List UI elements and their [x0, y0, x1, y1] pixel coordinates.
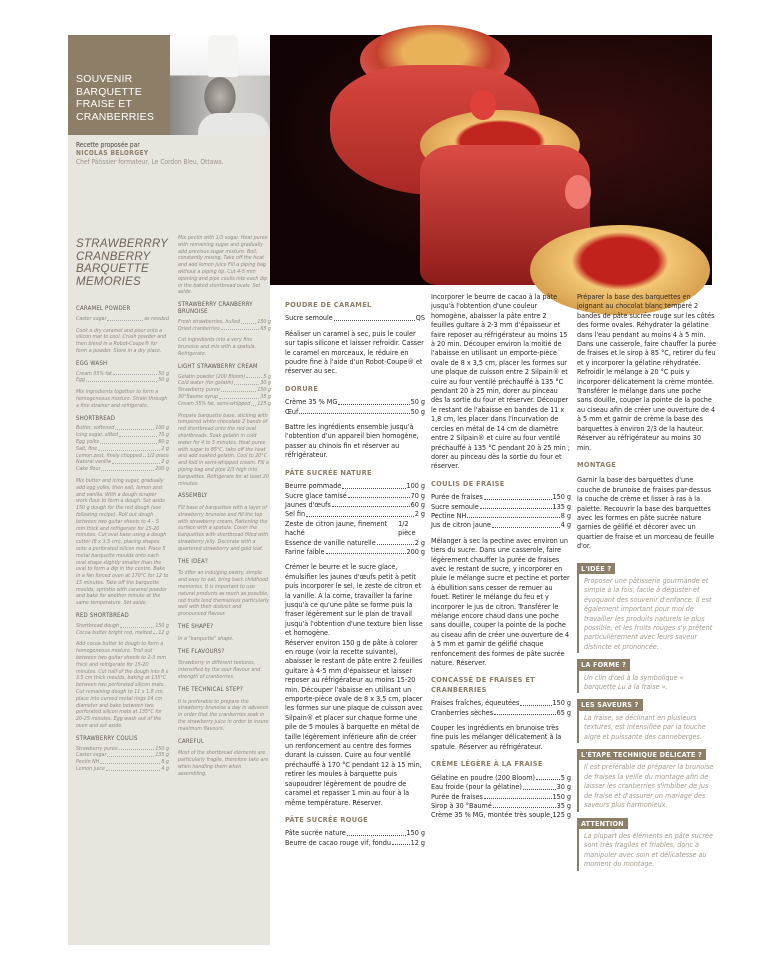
ingredient-quantity: 50 g: [158, 370, 169, 377]
ingredient-row: [285, 491, 425, 500]
method-text: Fill base of barquettes with a layer of strawberry brunoise and fill the top with strawberry cream, flattening the surface with a spatula. Cover the barquettes with shortbread filled with strawberry jelly. Decorate with a quartered strawberry and gold leaf.: [178, 505, 269, 552]
leader-dots: [326, 547, 406, 554]
method-text: Cut ingredients into a very fine brunoise and mix with a spatula. Refrigerate.: [178, 337, 257, 357]
ingredient-row: [431, 773, 571, 782]
ingredient-quantity: 4 g: [560, 520, 571, 530]
leader-dots: [115, 425, 154, 430]
ingredient-quantity: 65 g: [260, 325, 271, 332]
french-column-3: [577, 292, 717, 871]
ingredient-name: Lemon juice: [76, 766, 105, 773]
leader-dots: [221, 326, 260, 331]
leader-dots: [107, 752, 154, 757]
ingredient-row: [285, 407, 425, 416]
ingredient-quantity: 2 g: [161, 459, 169, 466]
ingredient-row: [285, 313, 425, 322]
method-text: Mix butter and icing sugar, gradually add egg yolks, then salt, lemon zest and vanilla. With a dough scraper work flour to form a dough. Set aside 150 g dough for the red dough (see following recipe). Roll out dough between two guitar sheets to 4 – 5 mm thick and refrigerate for 15-20 minutes. Cut oval base using a dough cutter (8 x 3.5 cm), placing shapes onto a perforated silicon mat. Place 5 metal barquette moulds onto each oval shape slightly smaller than the oval to form a dip in the centre. Bake in a fan forced oven at 170°C for 12 to 15 minutes. Take off the barquette moulds, sprinkle with caramel powder and bake for another minute at the same temperature. Set aside.: [76, 477, 169, 607]
ingredient-name: Fraises fraîches, équeutées: [431, 698, 520, 708]
ingredient-quantity: 70 g: [410, 490, 425, 500]
ingredient-quantity: 50 g: [158, 377, 169, 384]
method-text: It is preferable to prepare the strawberry brunoise a day in advance in order that the cranberries soak in the strawberry juice in order to insure maximum flavours.: [178, 698, 269, 732]
section-heading: SHORTBREAD: [76, 414, 116, 422]
method-text: Mix ingredients together to form a homogeneous mixture. Strain through a fine strainer and refrigerate.: [76, 389, 168, 409]
ingredient-name: Crème 35 % MG: [285, 397, 338, 407]
method-text: Strawberry in different textures, intensified by the sour flavour and strength of cranberries.: [178, 660, 261, 681]
ingredient-row: [431, 698, 571, 707]
ingredient-row: [76, 453, 169, 460]
method-text: Réaliser un caramel à sec, puis le couler sur tapis silicone et laisser refroidir. Casser le caramel en morceaux, le réduire en poudre fine à l'aide d'un Robot-Coupe® et réserver au sec.: [285, 328, 424, 376]
ingredient-quantity: 4 g: [161, 766, 169, 773]
ingredient-row: [431, 810, 571, 819]
section-heading: POUDRE DE CARAMEL: [285, 300, 372, 309]
ingredient-row: [76, 623, 169, 630]
ingredient-quantity: 2 g: [414, 537, 425, 547]
ingredient-name: Lemon zest, finely chopped: [76, 452, 142, 459]
ingredient-row: [76, 752, 169, 759]
credit-label: Recette proposée par: [76, 141, 140, 149]
leader-dots: [480, 502, 552, 509]
ingredient-name: Gélatine en poudre (200 Bloom): [431, 772, 536, 782]
ingredient-name: Strawberry puree: [76, 745, 118, 752]
info-box-text: La plupart des éléments en pâte sucrée sont très fragiles et friables, donc à manipuler avec soin et délicatesse au moment du montage.: [584, 830, 713, 869]
english-column-2: [178, 235, 271, 778]
section-heading: LIGHT STRAWBERRY CREAM: [178, 362, 258, 370]
section-heading: THE IDEA?: [178, 557, 208, 565]
section-heading: COULIS DE FRAISE: [431, 478, 505, 488]
ingredient-quantity: 1/2 pièce: [398, 518, 416, 538]
ingredient-quantity: 35 g: [556, 800, 571, 810]
info-box-text: Proposer une pâtisserie gourmande et simple à la fois, facile à déguster et évoquant des souvenir d'enfance. Il est également important pour moi de travailler les produits naturels le plus possible, et les fruits rouges s'y prêtent particulièrement avec leurs saveur distincte et prononcée.: [584, 575, 713, 651]
leader-dots: [347, 828, 406, 835]
method-text: Crémer le beurre et le sucre glace, émulsifier les jaunes d'œufs petit à petit puis incorporer le sel, le zeste de citron et la vanille. À la corne, travailler la farine jusqu'à ce qu'une pâte se forme puis la fraser légèrement sur le plan de travail jusqu'à l'obtention d'une texture bien lisse et homogène. Réserver environ 150 g de pâte à colorer en rouge (voir la recette suivante), abaisser le restant de pâte entre 2 feuilles guitare à 4-5 mm d'épaisseur et laisser reposer au réfrigérateur au moins 15-20 min. Découper l'abaisse en utilisant un emporte-pièce ovale de 8 x 3,5 cm, placer les formes sur une plaque de cuisson avec Silpain® et placer sur chaque forme une pile de 5 moules à barquette en métal de taille légèrement inférieure afin de créer un renfoncement au centre des formes durant la cuisson. Cuire au four ventilé préchauffé à 170 °C pendant 12 à 15 min, retirer les moules à barquette puis saupoudrer légèrement de poudre de caramel et repasser 1 min au four à la même température. Réserver.: [285, 562, 423, 807]
ingredient-row: [431, 782, 571, 791]
chef-name: NICOLAS BELORGEY: [76, 149, 149, 158]
info-box-title: L'ÉTAPE TECHNIQUE DÉLICATE ?: [577, 749, 706, 760]
ingredient-row: [285, 538, 425, 547]
leader-dots: [98, 446, 160, 451]
info-box-title: L'IDÉE ?: [577, 563, 615, 574]
leader-dots: [251, 401, 256, 406]
section-heading: DORURE: [285, 383, 319, 393]
ingredient-name: Pectine NH: [431, 510, 467, 520]
leader-dots: [520, 698, 551, 705]
ingredient-quantity: 125 g: [257, 400, 271, 407]
leader-dots: [221, 387, 257, 392]
leader-dots: [120, 623, 154, 628]
section-heading: ASSEMBLY: [178, 492, 208, 500]
method-text: Most of the shortbread elements are particularly fragile, therefore take are when handling them when assembling.: [178, 750, 269, 777]
ingredient-quantity: 8 g: [161, 759, 169, 766]
ingredient-quantity: 125 g: [552, 810, 571, 820]
ingredient-row: [76, 425, 169, 432]
ingredient-row: [76, 466, 169, 473]
section-heading: CRÈME LÉGÈRE À LA FRAISE: [431, 759, 543, 769]
ingredient-row: [431, 520, 571, 529]
ingredient-name: Pectin NH: [76, 759, 100, 766]
english-column-1: [76, 300, 169, 773]
recipe-title-line: CRANBERRIES: [76, 110, 155, 123]
ingredient-name: Beurre pommade: [285, 481, 342, 491]
method-text: Mélanger à sec la pectine avec environ un tiers du sucre. Dans une casserole, faire légèrement chauffer la purée de fraises avec le restant de sucre, y incorporer en pluie le mélange sucre et pectine et porter à ébullition sans cesser de remuer au fouet. Retirer le mélange du feu et y incorporer le jus de citron. Transférer le mélange encore chaud dans une poche sans douille, couper la pointe de la poche au ciseau afin de créer une ouverture de 4 à 5 mm et garnir de gélifié chaque renfoncement des formes de pâte sucrée nature. Réserver.: [431, 535, 570, 668]
leader-dots: [107, 316, 143, 321]
ingredient-name: Sucre semoule: [431, 501, 479, 511]
ingredient-name: Œuf: [285, 406, 299, 416]
info-box-title: LA FORME ?: [577, 659, 630, 670]
method-text: Prepare barquette base, sticking with tempered white chocolate 2 bands of red shortbread onto the red oval shortbreads. Soak gelatin in cold water for 4 to 5 minutes. Heat puree with sugar to 85°C, take off the heat and add soaked gelatin. Cool to 20°C and fold in semi-whipped cream. Fill a piping bag and pipe 2/3 high into barquettes. Refrigerate for at least 20 minutes.: [178, 412, 269, 487]
recipe-title-line: SOUVENIR: [76, 73, 133, 85]
ingredient-name: Shortbread dough: [76, 622, 120, 629]
ingredient-quantity: 60 g: [410, 499, 425, 509]
leader-dots: [392, 838, 410, 845]
method-text: Garnir la base des barquettes d'une couche de brunoise de fraises par-dessus la couche de crème et lisser à ras à la palette. Recouvrir la base des barquettes avec les formes en pâte sucrée nature garnies de gélifié et décorer avec un quartier de fraise et un morceau de feuille d'or.: [577, 475, 715, 551]
ingredient-name: Egg yolks: [76, 438, 99, 445]
ingredient-name: Beurre de cacao rouge vif, fondu: [285, 837, 391, 847]
ingredient-quantity: 200 g: [155, 466, 169, 473]
ingredient-name: Butter, softened: [76, 425, 115, 432]
ingredient-row: [431, 792, 571, 801]
leader-dots: [119, 432, 157, 437]
leader-dots: [153, 630, 158, 635]
english-sidebar: [68, 35, 270, 945]
ingredient-quantity: 5 g: [560, 772, 571, 782]
leader-dots: [493, 801, 556, 808]
ingredient-quantity: 8 g: [560, 510, 571, 520]
recipe-title-line: FRAISE ET: [76, 98, 133, 110]
info-box: [577, 818, 717, 871]
ingredient-name: 30°Baume syrup: [178, 393, 219, 400]
ingredient-row: [431, 801, 571, 810]
ingredient-quantity: 100 g: [155, 425, 169, 432]
ingredient-row: [285, 838, 425, 847]
ingredient-quantity: 150 g: [155, 622, 169, 629]
chef-portrait: [170, 35, 270, 135]
leader-dots: [219, 394, 259, 399]
leader-dots: [113, 371, 158, 376]
french-column-2: [431, 292, 571, 820]
ingredient-row: [178, 401, 271, 408]
section-heading: CONCASSÉ DE FRAISES ET CRANBERRIES: [431, 675, 535, 694]
ingredient-name: Cranberries sèches: [431, 707, 494, 717]
leader-dots: [332, 500, 410, 507]
ingredient-quantity: 70 g: [158, 432, 169, 439]
section-heading: RED SHORTBREAD: [76, 612, 129, 620]
method-text: In a "barquette" shape.: [178, 635, 234, 642]
ingredient-row: [76, 446, 169, 453]
info-box-title: LES SAVEURS ?: [577, 699, 643, 710]
ingredient-quantity: 150 g: [552, 492, 571, 502]
french-column-1: [285, 292, 425, 847]
ingredient-name: Cake flour: [76, 466, 101, 473]
ingredient-quantity: 1/2 piece: [146, 452, 169, 459]
info-box: [577, 749, 717, 811]
section-heading: PÂTE SUCRÉE ROUGE: [285, 814, 369, 824]
ingredient-row: [76, 439, 169, 446]
ingredient-quantity: 150 g: [257, 318, 271, 325]
ingredient-quantity: 150 g: [552, 791, 571, 801]
ingredient-name: Cocoa butter bright red, melted: [76, 629, 152, 636]
ingredient-quantity: 65 g: [556, 707, 571, 717]
leader-dots: [494, 708, 556, 715]
ingredient-quantity: 50 g: [410, 406, 425, 416]
section-heading: STRAWBERRY CRANBERRY BRUNOISE: [178, 301, 253, 315]
ingredient-row: [285, 828, 425, 837]
leader-dots: [536, 773, 560, 780]
section-heading: MONTAGE: [577, 459, 617, 469]
info-box: [577, 699, 717, 743]
method-text: Battre les ingrédients ensemble jusqu'à l'obtention d'un appareil bien homogène, passer au chinois fin et réserver au réfrigérateur.: [285, 422, 419, 460]
ingredient-row: [431, 708, 571, 717]
ingredient-quantity: 150 g: [406, 828, 425, 838]
ingredient-row: [285, 509, 425, 518]
ingredient-name: Crème 35 % MG, montée très souple: [431, 810, 551, 820]
ingredient-name: Farine faible: [285, 546, 325, 556]
ingredient-quantity: QS: [415, 313, 425, 323]
leader-dots: [348, 491, 410, 498]
leader-dots: [484, 792, 552, 799]
leader-dots: [338, 397, 409, 404]
recipe-title-line: BARQUETTE: [76, 85, 142, 98]
dessert-photo: [270, 35, 712, 285]
leader-dots: [101, 466, 154, 471]
ingredient-name: Sucre semoule: [285, 313, 333, 323]
leader-dots: [334, 313, 415, 320]
leader-dots: [241, 319, 256, 324]
ingredient-name: Jus de citron jaune: [431, 520, 491, 530]
ingredient-quantity: 135 g: [155, 752, 169, 759]
ingredient-row: [285, 519, 425, 538]
ingredient-quantity: 30 g: [260, 380, 271, 387]
leader-dots: [106, 766, 161, 771]
leader-dots: [492, 520, 560, 527]
english-title: STRAWBERRRY CRANBERRY BARQUETTE MEMORIES: [76, 238, 169, 288]
ingredient-name: Egg: [76, 377, 86, 384]
info-box: [577, 563, 717, 654]
section-heading: THE FLAVOURS?: [178, 647, 225, 655]
ingredient-row: [76, 316, 169, 323]
ingredient-row: [76, 459, 169, 466]
ingredient-name: Natural vanilla: [76, 459, 111, 466]
ingredient-quantity: 12 g: [158, 629, 169, 636]
ingredient-quantity: 200 g: [406, 546, 425, 556]
ingredient-name: Zeste de citron jaune, finement haché: [285, 518, 388, 538]
ingredient-row: [76, 371, 169, 378]
info-box-text: La fraise, se déclinant en plusieurs textures, est intensifiée par la touche aigre et puissante des canneberges.: [584, 712, 706, 741]
method-text: Couper les ingrédients en brunoise très fine puis les mélanger délicatement à la spatule. Réserver au réfrigérateur.: [431, 723, 562, 751]
ingredient-quantity: 35 g: [260, 393, 271, 400]
method-text: To offer an indulging pastry, simple and easy to eat, bring back childhood memories. It is important to use natural products as much as possible, red fruits lend themselves particularly well with their distinct and pronounced flavour.: [178, 570, 270, 618]
ingredient-name: Essence de vanille naturelle: [285, 537, 376, 547]
section-heading: CAREFUL: [178, 737, 205, 745]
leader-dots: [377, 538, 414, 545]
method-text: Cook a dry caramel and pour onto a silicon mat to cool. Crush powder and then blend in a Robot-Coupe® for form a powder. Store in a dry place.: [76, 327, 167, 354]
ingredient-name: Salt, fine: [76, 445, 98, 452]
ingredient-name: Jaunes d'œufs: [285, 499, 331, 509]
ingredient-name: Sucre glace tamisé: [285, 490, 347, 500]
section-heading: PÂTE SUCRÉE NATURE: [285, 467, 372, 477]
ingredient-quantity: 60 g: [158, 438, 169, 445]
ingredient-quantity: 50 g: [410, 397, 425, 407]
chef-role: Chef Pâtissier formateur, Le Cordon Bleu, Ottawa.: [76, 157, 224, 166]
leader-dots: [342, 481, 405, 488]
leader-dots: [523, 782, 556, 789]
method-text: Add cocoa butter to dough to form a homogeneous mixture. Troll out between two guitar sheets to 2-3 mm thick and refrigerate for 15-20 minutes. Cut half of the dough into 8 x 3.5 cm thick moulds, baking at 135°C between two perforated silicon mats. Cut remaining dough to 11 x 1.8 cm, place into curved metal rings 14 cm diameter and bake between two perforated silicon mats at 135°C for 20-25 minutes. Egg wash out of the oven and set aside.: [76, 641, 169, 730]
ingredient-row: [76, 746, 169, 753]
info-box-title: ATTENTION: [577, 818, 628, 829]
leader-dots: [86, 377, 157, 382]
ingredient-quantity: 5 g: [263, 373, 271, 380]
leader-dots: [100, 439, 158, 444]
leader-dots: [119, 746, 155, 751]
ingredient-name: Cream 35% fat: [76, 370, 112, 377]
ingredient-quantity: 2 g: [161, 445, 169, 452]
ingredient-name: Sirop à 30 °Baumé: [431, 800, 492, 810]
method-text: Incorporer le beurre de cacao à la pâte jusqu'à l'obtention d'une couleur homogène, abaisser la pâte entre 2 feuilles guitare à 2-3 mm d'épaisseur et faire reposer au réfrigérateur au moins 15 à 20 min. Découper environ la moitié de l'abaisse en utilisant un emporte-pièce ovale de 8 x 3,5 cm, placer les formes sur une plaque de cuisson entre 2 Silpain® et cuire au four ventilé préchauffé à 135 °C pendant 20 à 25 min, dorer au pinceau dès la sortie du four et réserver. Découper le restant de l'abaisse en bandes de 11 x 1,8 cm, les placer dans l'incurvation de cercles en métal de 14 cm de diamètre entre 2 Silpain® et cuire au four ventilé préchauffé à 135 °C pendant 20 à 25 min ; dorer au pinceau dès la sortie du four et réserver.: [431, 292, 570, 471]
ingredient-row: [76, 377, 169, 384]
ingredient-name: Strawberry puree: [178, 387, 220, 394]
ingredient-name: Sel fin: [285, 509, 306, 519]
ingredient-row: [431, 511, 571, 520]
ingredient-row: [431, 502, 571, 511]
info-box: [577, 659, 717, 693]
leader-dots: [484, 492, 552, 499]
ingredient-name: Cream 35% fat, semi-whipped: [178, 400, 251, 407]
info-box-text: Il est préférable de préparer la brunoise de fraises la veille du montage afin de laisser les cranberries s'imbiber de jus de fraise et d'assurer un mariage des saveurs plus harmonieux.: [584, 762, 714, 810]
leader-dots: [100, 759, 160, 764]
ingredient-name: Cold water (for gelatin): [178, 380, 234, 387]
ingredient-row: [178, 319, 271, 326]
ingredient-row: [431, 492, 571, 501]
ingredient-quantity: 100 g: [406, 481, 425, 491]
ingredient-row: [178, 387, 271, 394]
ingredient-quantity: 150 g: [257, 387, 271, 394]
ingredient-quantity: as needed: [144, 315, 169, 322]
section-heading: CARAMEL POWDER: [76, 305, 131, 312]
method-text: Préparer la base des barquettes en joignant au chocolat blanc tempéré 2 bandes de pâte sucrée rouge sur les côtés des forme ovales. Réhydrater la gélatine dans l'eau pendant au moins 4 à 5 min. Dans une casserole, faire chauffer la purée de fraises et le sirop à 85 °C, retirer du feu et y incorporer la gélatine réhydratée. Refroidir le mélange à 20 °C puis y incorporer délicatement la crème montée. Transférer le mélange dans une poche sans douille, couper la pointe de la poche au ciseau afin de créer une ouverture de 4 à 5 mm et garnir de crème la base des barquettes à environ 2/3 de la hauteur. Réserver au réfrigérateur au moins 30 min.: [577, 292, 717, 452]
section-heading: EGG WASH: [76, 359, 108, 367]
ingredient-name: Gelatin powder (200 Bloom): [178, 373, 246, 380]
section-heading: STRAWBERRY COULIS: [76, 734, 138, 742]
ingredient-row: [285, 481, 425, 490]
ingredient-name: Caster sugar: [76, 752, 107, 759]
leader-dots: [143, 453, 146, 458]
ingredient-name: Pâte sucrée nature: [285, 828, 346, 838]
ingredient-name: Purée de fraises: [431, 492, 483, 502]
ingredient-row: [285, 397, 425, 406]
ingredient-row: [76, 432, 169, 439]
info-box-text: Un clin d'œil à la symbolique « barquette Lu à la fraise ».: [584, 672, 684, 692]
ingredient-row: [285, 547, 425, 556]
ingredient-name: Dried cranberries: [178, 325, 220, 332]
ingredient-quantity: 150 g: [155, 745, 169, 752]
leader-dots: [467, 511, 559, 518]
ingredient-row: [76, 766, 169, 773]
ingredient-row: [76, 759, 169, 766]
ingredient-row: [178, 394, 271, 401]
ingredient-name: Purée de fraises: [431, 791, 483, 801]
ingredient-row: [178, 374, 271, 381]
ingredient-row: [76, 630, 169, 637]
recipe-title-box: [68, 35, 170, 135]
ingredient-row: [285, 500, 425, 509]
ingredient-row: [178, 380, 271, 387]
section-heading: THE SHAPE?: [178, 623, 214, 631]
ingredient-name: Fresh strawberries, hulled: [178, 318, 241, 325]
ingredient-row: [178, 326, 271, 333]
leader-dots: [234, 380, 259, 385]
ingredient-quantity: 150 g: [552, 698, 571, 708]
ingredient-quantity: 2 g: [414, 509, 425, 519]
ingredient-name: Eau froide (pour la gélatine): [431, 782, 522, 792]
leader-dots: [112, 459, 161, 464]
ingredient-quantity: 135 g: [552, 501, 571, 511]
leader-dots: [306, 509, 414, 516]
method-text: Mix pectin with 1/3 sugar. Heat puree with remaining sugar and gradually add previous sugar mixture. Boil, constantly mixing. Take off the heat and add lemon juice Fill a piping bag without a piping tip. Cut 4-5 mm opening and pipe coulis into each dip in the baked shortbread ovals. Set aside.: [178, 235, 268, 296]
leader-dots: [299, 407, 409, 414]
leader-dots: [246, 374, 262, 379]
ingredient-name: Icing sugar, sifted: [76, 432, 119, 439]
ingredient-name: Caster sugar: [76, 315, 107, 322]
section-heading: THE TECHNICAL STEP?: [178, 685, 243, 693]
ingredient-quantity: 12 g: [410, 837, 425, 847]
ingredient-quantity: 30 g: [556, 782, 571, 792]
chef-credit: [76, 141, 224, 166]
